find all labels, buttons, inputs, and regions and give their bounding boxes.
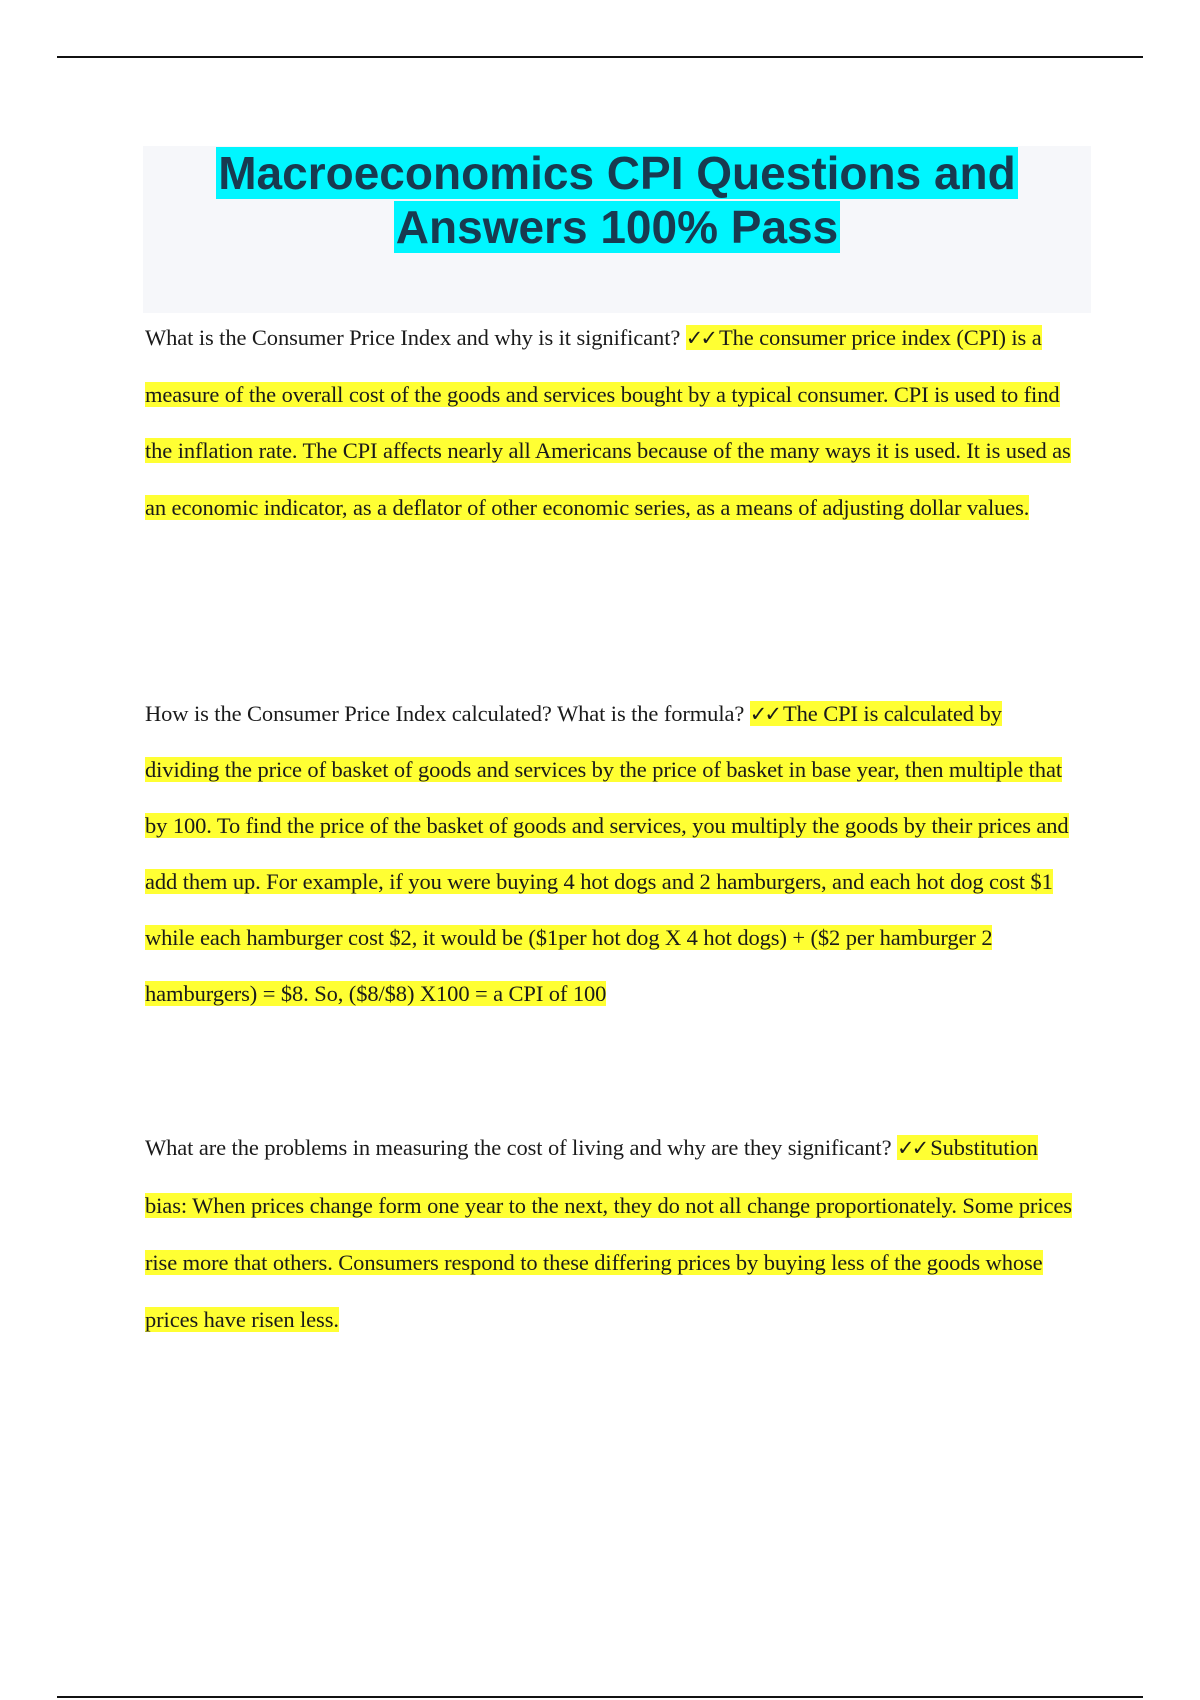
check-mark-icon: ✓✓ — [897, 1136, 927, 1160]
answer-2-highlight — [145, 701, 1069, 1006]
answer-1: The consumer price index (CPI) is a measure of the overall cost of the goods and services bought by a typical consumer. CPI is used to find the inflation rate. The CPI affects nearly all Americans because of the many ways it is used. It is used as an economic indicator, as a deflator of other economic series, as a means of adjusting dollar values. — [145, 325, 1071, 520]
answer-3-highlight — [145, 1135, 1072, 1332]
question-3: What are the problems in measuring the cost of living and why are they significant? — [145, 1135, 892, 1160]
title-block — [143, 146, 1091, 313]
document-title — [143, 146, 1091, 254]
check-mark-icon: ✓✓ — [749, 702, 779, 726]
qa-item-1 — [145, 310, 1080, 536]
title-line-2: Answers 100% Pass — [395, 201, 839, 253]
question-2: How is the Consumer Price Index calculated? What is the formula? — [145, 701, 745, 726]
answer-2: The CPI is calculated by dividing the price of basket of goods and services by the price of basket in base year, then multiple that by 100. To find the price of the basket of goods and services, you multiply the goods by their prices and add them up. For example, if you were buying 4 hot dogs and 2 hamburgers, and each hot dog cost $1 while each hamburger cost $2, it would be ($1per hot dog X 4 hot dogs) + ($2 per hamburger 2 hamburgers) = $8. So, ($8/$8) X100 = a CPI of 100 — [145, 701, 1069, 1006]
answer-1-highlight — [145, 325, 1071, 520]
qa-item-2 — [145, 686, 1080, 1022]
answer-3: Substitution bias: When prices change form one year to the next, they do not all change proportionately. Some prices rise more that others. Consumers respond to these differing prices by buying less of the goods whose prices have risen less. — [145, 1135, 1072, 1332]
qa-item-3 — [145, 1119, 1080, 1348]
question-1: What is the Consumer Price Index and why is it significant? — [145, 325, 681, 350]
bottom-rule — [57, 1696, 1143, 1698]
top-rule — [57, 56, 1143, 58]
title-line-1: Macroeconomics CPI Questions and — [218, 147, 1016, 199]
check-mark-icon: ✓✓ — [685, 326, 715, 350]
